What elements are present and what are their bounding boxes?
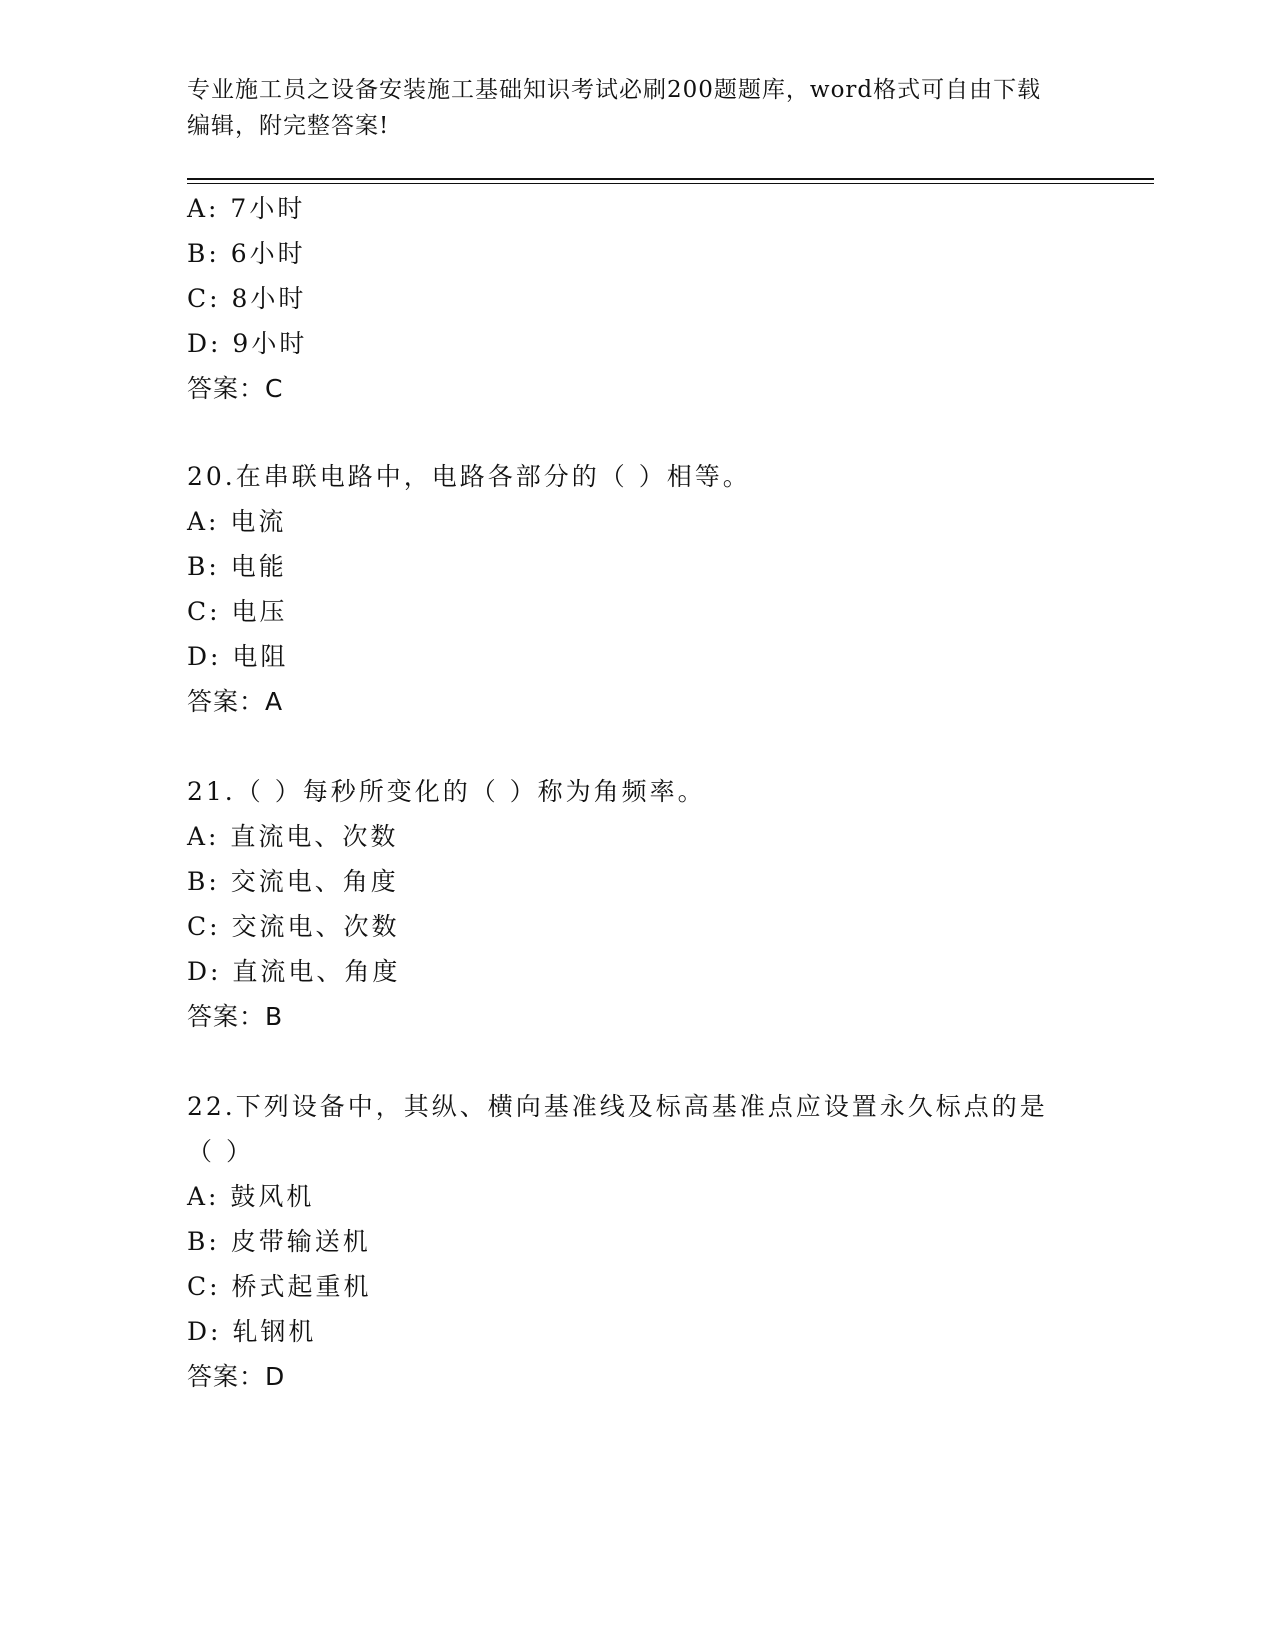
q22-option-d: D: 轧钢机: [187, 1317, 317, 1346]
q19-option-c: C: 8小时: [187, 284, 307, 313]
q19-answer: 答案：C: [187, 374, 284, 403]
q20-option-c: C: 电压: [187, 597, 288, 626]
q22-question-line-2: （ ）: [187, 1137, 254, 1166]
q19-option-b: B: 6小时: [187, 239, 306, 268]
q22-question-line-1: 22.下列设备中，其纵、横向基准线及标高基准点应设置永久标点的是: [187, 1092, 1048, 1121]
header-line-2: 编辑，附完整答案!: [187, 113, 390, 139]
q22-answer: 答案：D: [187, 1362, 286, 1391]
q20-option-b: B: 电能: [187, 552, 287, 581]
q21-answer: 答案：B: [187, 1002, 284, 1031]
q20-answer: 答案：A: [187, 687, 284, 716]
q22-option-b: B: 皮带输送机: [187, 1227, 371, 1256]
q21-question: 21.（ ）每秒所变化的（ ）称为角频率。: [187, 777, 706, 806]
q21-option-c: C: 交流电、次数: [187, 912, 400, 941]
header-line-1: 专业施工员之设备安装施工基础知识考试必刷200题题库，word格式可自由下载: [187, 77, 1042, 103]
document-header: [187, 72, 1067, 144]
q19-option-a: A: 7小时: [187, 194, 306, 223]
q21-option-a: A: 直流电、次数: [187, 822, 399, 851]
q21-option-b: B: 交流电、角度: [187, 867, 399, 896]
header-divider-thin: [187, 183, 1154, 184]
q20-option-a: A: 电流: [187, 507, 287, 536]
q19-option-d: D: 9小时: [187, 329, 308, 358]
q21-option-d: D: 直流电、角度: [187, 957, 401, 986]
q22-option-a: A: 鼓风机: [187, 1182, 315, 1211]
header-divider-thick: [187, 178, 1154, 180]
q22-option-c: C: 桥式起重机: [187, 1272, 372, 1301]
q20-question: 20.在串联电路中，电路各部分的（ ）相等。: [187, 462, 751, 491]
q20-option-d: D: 电阻: [187, 642, 289, 671]
